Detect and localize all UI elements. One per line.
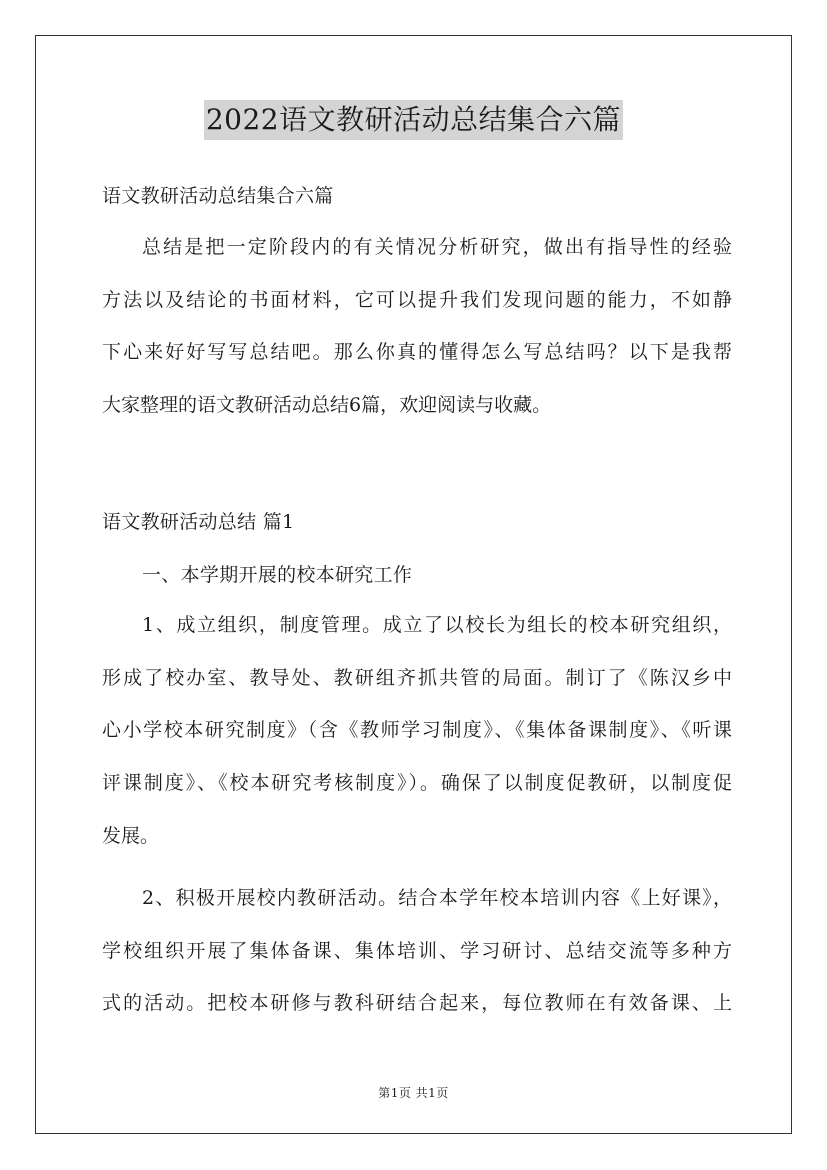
paragraph-line: 大家整理的语文教研活动总结6篇，欢迎阅读与收藏。	[102, 394, 552, 417]
document-title: 2022语文教研活动总结集合六篇	[204, 100, 623, 140]
paragraph-line: 总结是把一定阶段内的有关情况分析研究，做出有指导性的经验	[142, 236, 732, 258]
paragraph-line: 心小学校本研究制度》（含《教师学习制度》、《集体备课制度》、《听课	[102, 719, 732, 742]
title-container	[0, 100, 827, 140]
paragraph-line: 式的活动。把校本研修与教科研结合起来，每位教师在有效备课、上	[102, 992, 732, 1015]
paragraph-line: 方法以及结论的书面材料，它可以提升我们发现问题的能力，不如静	[102, 288, 732, 311]
paragraph-line: 下心来好好写写总结吧。那么你真的懂得怎么写总结吗？以下是我帮	[102, 341, 732, 364]
item1-paragraph	[102, 599, 732, 862]
paragraph-line: 形成了校办室、教导处、教研组齐抓共管的局面。制订了《陈汉乡中	[102, 666, 732, 689]
paragraph-line: 学校组织开展了集体备课、集体培训、学习研讨、总结交流等多种方	[102, 939, 732, 962]
document-subtitle: 语文教研活动总结集合六篇	[102, 185, 334, 207]
paragraph-line: 2、积极开展校内教研活动。结合本学年校本培训内容《上好课》，	[142, 887, 732, 909]
item2-paragraph	[102, 872, 732, 1030]
paragraph-line: 评课制度》、《校本研究考核制度》）。确保了以制度促教研，以制度促	[102, 772, 732, 795]
paragraph-line: 发展。	[102, 824, 160, 847]
section-heading: 语文教研活动总结 篇1	[102, 511, 295, 533]
subsection-heading: 一、本学期开展的校本研究工作	[142, 564, 413, 586]
paragraph-line: 1、成立组织，制度管理。成立了以校长为组长的校本研究组织，	[142, 614, 732, 636]
intro-paragraph	[102, 221, 732, 432]
page-footer: 第1页 共1页	[378, 1086, 449, 1100]
